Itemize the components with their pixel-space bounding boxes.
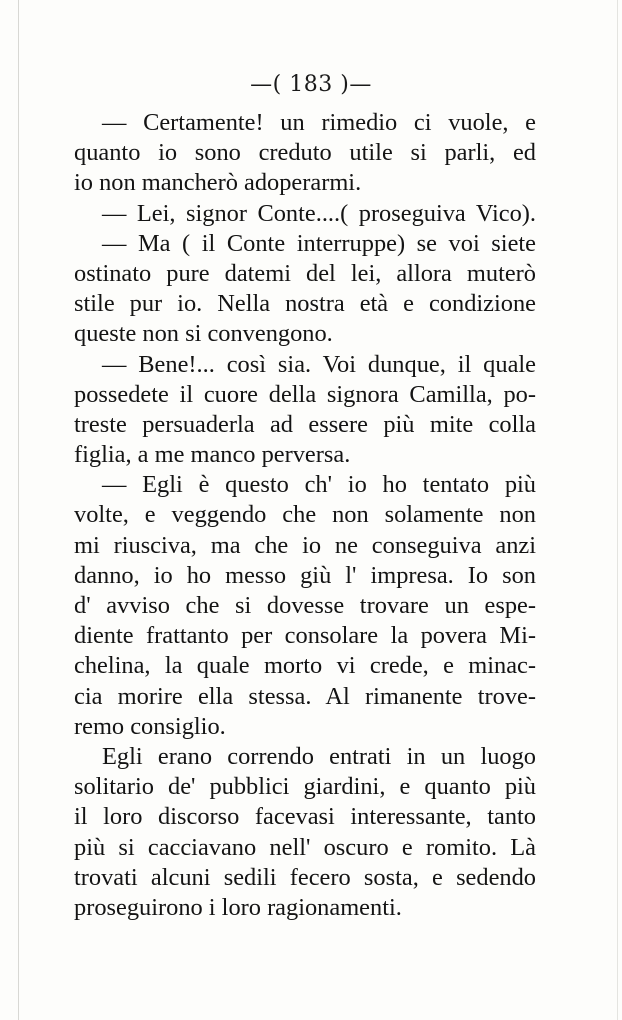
text-line: solitario de' pubblici giardini, e quanto più — [74, 773, 536, 801]
text-line: il loro discorso facevasi interessante, tanto — [74, 803, 536, 831]
text-line: io non mancherò adoperarmi. — [74, 169, 362, 197]
text-line: diente frattanto per consolare la povera Mi- — [74, 622, 536, 650]
text-line: — Ma ( il Conte interruppe) se voi siete — [102, 229, 536, 257]
text-line: treste persuaderla ad essere più mite colla — [74, 410, 536, 438]
text-line: stile pur io. Nella nostra età e condizione — [74, 290, 536, 318]
text-line: queste non si convengono. — [74, 320, 333, 348]
text-line: mi riusciva, ma che io ne conseguiva anzi — [74, 531, 536, 559]
text-line: trovati alcuni sedili fecero sosta, e sedendo — [74, 863, 536, 891]
text-line: cia morire ella stessa. Al rimanente trove- — [74, 682, 536, 710]
page-edge-right — [617, 0, 618, 1020]
text-line: Egli erano correndo entrati in un luogo — [102, 742, 536, 770]
text-line: remo consiglio. — [74, 712, 226, 740]
text-line: d' avviso che si dovesse trovare un espe- — [74, 592, 536, 619]
text-line: quanto io sono creduto utile si parli, ed — [74, 139, 536, 167]
text-line: più si cacciavano nell' oscuro e romito. Là — [74, 833, 536, 861]
text-line: proseguirono i loro ragionamenti. — [74, 893, 402, 921]
text-line: figlia, a me manco perversa. — [74, 441, 351, 469]
page-edge-left — [18, 0, 19, 1020]
text-line: possedete il cuore della signora Camilla, po- — [74, 380, 536, 408]
text-line: volte, e veggendo che non solamente non — [74, 501, 536, 529]
text-line: — Bene!... così sia. Voi dunque, il quale — [102, 350, 536, 378]
text-line: ostinato pure datemi del lei, allora muterò — [74, 259, 536, 287]
body-text — [74, 108, 536, 923]
text-line: — Lei, signor Conte....( proseguiva Vico). — [102, 199, 536, 227]
text-line: chelina, la quale morto vi crede, e minac- — [74, 652, 536, 680]
page-number-header: —( 183 )— — [250, 72, 372, 97]
text-line: — Egli è questo ch' io ho tentato più — [102, 471, 536, 499]
text-line: — Certamente! un rimedio ci vuole, e — [102, 109, 536, 136]
text-line: danno, io ho messo giù l' impresa. Io son — [74, 561, 536, 589]
